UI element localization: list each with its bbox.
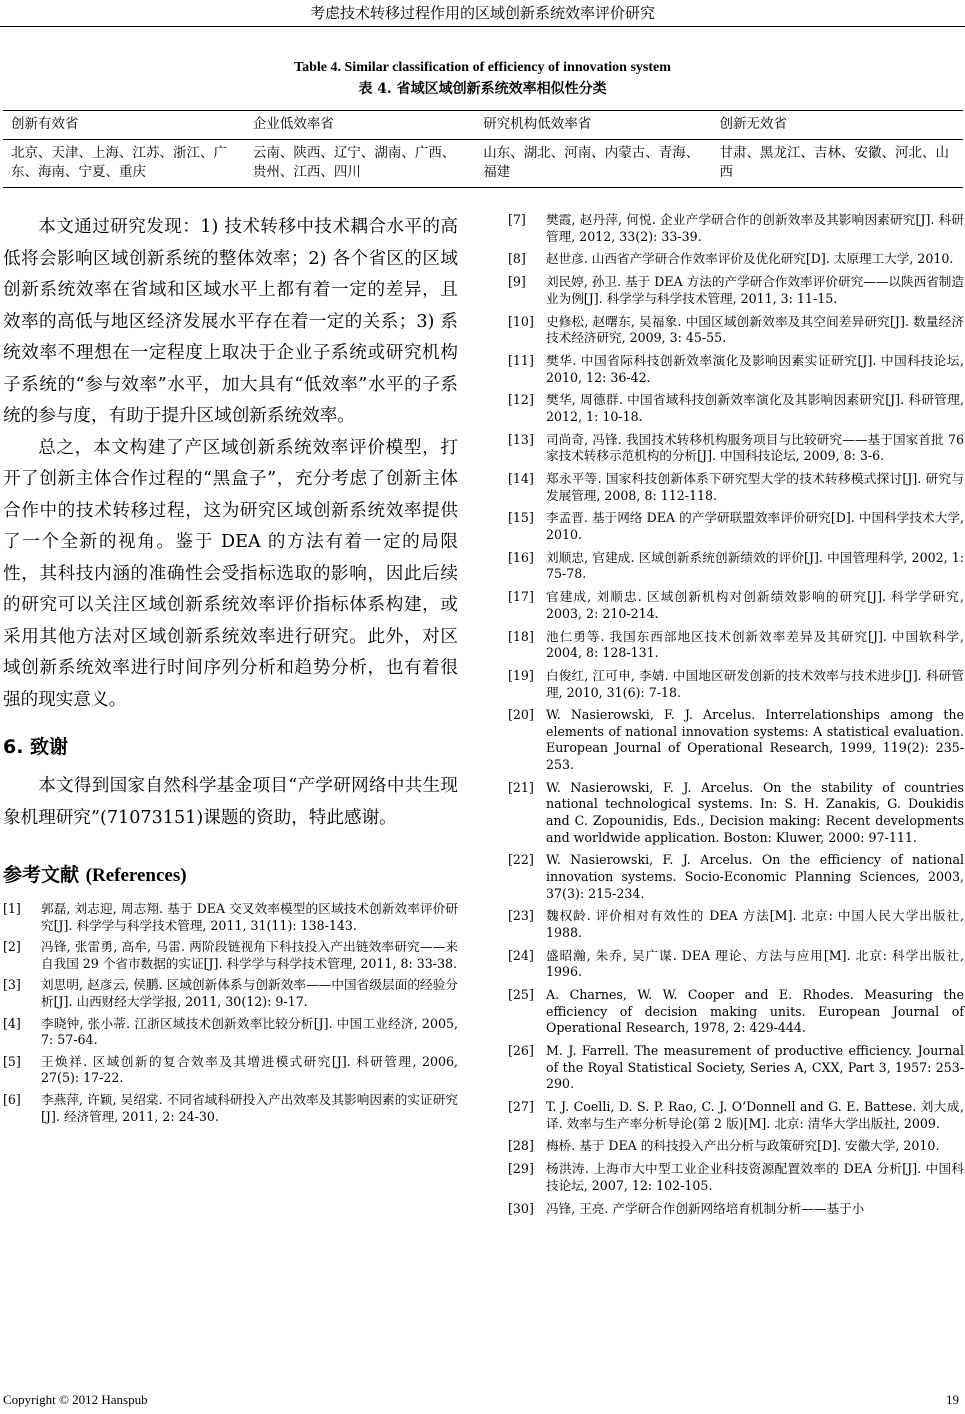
- reference-text: 王焕祥. 区域创新的复合效率及其增进模式研究[J]. 科研管理, 2006, 27(5): 17-22.: [41, 1053, 458, 1086]
- table-header-row: [3, 111, 963, 140]
- reference-number: [5]: [3, 1053, 21, 1069]
- reference-number: [6]: [3, 1091, 21, 1107]
- reference-item: [508, 1201, 964, 1218]
- page-number: 19: [946, 1392, 959, 1407]
- acknowledgement-paragraph: 本文得到国家自然科学基金项目“产学研网络中共生现象机理研究”(71073151)课题的资助，特此感谢。: [3, 776, 458, 828]
- reference-item: [508, 1043, 964, 1093]
- conclusion-paragraph-2: 总之，本文构建了产区域创新系统效率评价模型，打开了创新主体合作过程的“黑盒子”，充分考虑了创新主体合作中的技术转移过程，这为研究区域创新系统效率提供了一个全新的视角。鉴于 DEA 的方法有着一定的局限性，其科技内涵的准确性会受指标选取的影响，因此后续的研究可以关注区域创新系统效率评价指标体系构建，或采用其他方法对区域创新系统效率进行研究。此外，对区域创新系统效率进行时间序列分析和趋势分析，也有着很强的现实意义。: [3, 437, 458, 710]
- left-column: [3, 212, 458, 1130]
- reference-text: 冯锋, 张雷勇, 高牟, 马雷. 两阶段链视角下科技投入产出链效率研究——来自我国 29 个省市数据的实证[J]. 科学学与科学技术管理, 2011, 8: 33-38.: [41, 939, 458, 971]
- reference-text: 樊华. 中国省际科技创新效率演化及影响因素实证研究[J]. 中国科技论坛, 2010, 12: 36-42.: [546, 352, 964, 385]
- reference-item: [508, 908, 964, 941]
- table-caption-zh: 表 4. 省域区域创新系统效率相似性分类: [358, 81, 607, 97]
- reference-item: [508, 1099, 964, 1132]
- reference-item: [508, 987, 964, 1037]
- reference-item: [508, 314, 964, 347]
- reference-item: [508, 629, 964, 662]
- reference-item: [508, 707, 964, 773]
- reference-number: [30]: [508, 1200, 534, 1216]
- reference-item: [508, 510, 964, 543]
- reference-number: [16]: [508, 549, 534, 565]
- reference-item: [508, 471, 964, 504]
- reference-text: 樊霞, 赵丹萍, 何悦. 企业产学研合作的创新效率及其影响因素研究[J]. 科研管理, 2012, 33(2): 33-39.: [546, 212, 964, 244]
- reference-text: M. J. Farrell. The measurement of productive efficiency. Journal of the Royal Statistical Society, Series A, CXX, Part 3, 1957: 253-290.: [546, 1043, 964, 1092]
- reference-item: [508, 780, 964, 846]
- reference-number: [29]: [508, 1161, 534, 1177]
- reference-text: 冯锋, 王亮. 产学研合作创新网络培育机制分析——基于小: [546, 1200, 865, 1216]
- reference-item: [508, 1161, 964, 1194]
- reference-text: 李燕萍, 许颖, 吴绍棠. 不同省域科研投入产出效率及其影响因素的实证研究[J]. 经济管理, 2011, 2: 24-30.: [41, 1091, 458, 1124]
- table-header-cell: 创新无效省: [719, 116, 787, 132]
- reference-number: [3]: [3, 977, 21, 993]
- table-cell: 北京、天津、上海、江苏、浙江、广东、海南、宁夏、重庆: [11, 144, 227, 181]
- reference-text: 梅桥. 基于 DEA 的科技投入产出分析与政策研究[D]. 安徽大学, 2010.: [546, 1138, 940, 1154]
- header-rule: [0, 26, 965, 27]
- reference-number: [22]: [508, 852, 534, 868]
- reference-text: 樊华, 周德群. 中国省域科技创新效率演化及其影响因素研究[J]. 科研管理, 2012, 1: 10-18.: [546, 392, 964, 424]
- reference-item: [508, 392, 964, 425]
- reference-number: [18]: [508, 628, 534, 644]
- reference-number: [26]: [508, 1043, 534, 1059]
- reference-text: A. Charnes, W. W. Cooper and E. Rhodes. Measuring the efficiency of decision making units. European Journal of Operational Research, 1978, 2: 429-444.: [546, 987, 964, 1036]
- running-header: 考虑技术转移过程作用的区域创新系统效率评价研究: [309, 4, 655, 22]
- reference-text: 刘思明, 赵彦云, 侯鹏. 区域创新体系与创新效率——中国省级层面的经验分析[J]. 山西财经大学学报, 2011, 30(12): 9-17.: [41, 977, 458, 1009]
- reference-text: 赵世彦. 山西省产学研合作效率评价及优化研究[D]. 太原理工大学, 2010.: [546, 251, 954, 267]
- references-heading: [3, 860, 458, 887]
- reference-text: 郑永平等. 国家科技创新体系下研究型大学的技术转移模式探讨[J]. 研究与发展管理, 2008, 8: 112-118.: [546, 471, 964, 503]
- efficiency-classification-table: [3, 110, 963, 188]
- reference-number: [20]: [508, 707, 534, 723]
- reference-number: [19]: [508, 667, 534, 683]
- reference-number: [23]: [508, 908, 534, 924]
- reference-text: 盛昭瀚, 朱乔, 吴广谋. DEA 理论、方法与应用[M]. 北京: 科学出版社, 1996.: [546, 947, 964, 980]
- reference-text: 司尚奇, 冯锋. 我国技术转移机构服务项目与比较研究——基于国家首批 76 家技术转移示范机构的分析[J]. 中国科技论坛, 2009, 8: 3-6.: [546, 431, 964, 464]
- reference-text: 李晓钟, 张小蒂. 江浙区域技术创新效率比较分析[J]. 中国工业经济, 2005, 7: 57-64.: [41, 1015, 458, 1048]
- table-cell: 甘肃、黑龙江、吉林、安徽、河北、山西: [719, 144, 949, 181]
- table-header-cell: 创新有效省: [11, 116, 79, 132]
- reference-item: [508, 1138, 964, 1155]
- reference-item: [508, 432, 964, 465]
- table-header-cell: 研究机构低效率省: [483, 116, 592, 132]
- reference-number: [27]: [508, 1099, 534, 1115]
- reference-text: 白俊红, 江可申, 李婧. 中国地区研发创新的技术效率与技术进步[J]. 科研管理, 2010, 31(6): 7-18.: [546, 667, 964, 700]
- table-caption-en: Table 4. Similar classification of efficiency of innovation system: [294, 60, 671, 75]
- reference-item: [3, 977, 458, 1010]
- reference-item: [508, 668, 964, 701]
- references-heading-en: (References): [85, 865, 187, 886]
- reference-text: W. Nasierowski, F. J. Arcelus. Interrelationships among the elements of national innovation systems: A statistical evaluation. European Journal of Operational Research, 1999, 119(2): 235-253.: [546, 707, 964, 773]
- reference-number: [24]: [508, 947, 534, 963]
- table-cell: 云南、陕西、辽宁、湖南、广西、贵州、江西、四川: [252, 144, 456, 181]
- reference-item: [508, 852, 964, 902]
- reference-text: 杨洪涛. 上海市大中型工业企业科技资源配置效率的 DEA 分析[J]. 中国科技论坛, 2007, 12: 102-105.: [546, 1161, 964, 1193]
- reference-number: [8]: [508, 251, 526, 267]
- reference-number: [2]: [3, 939, 21, 955]
- reference-number: [1]: [3, 901, 21, 916]
- reference-item: [3, 1054, 458, 1087]
- reference-number: [17]: [508, 589, 534, 605]
- reference-number: [9]: [508, 274, 526, 290]
- reference-item: [3, 901, 458, 934]
- reference-list-left: [3, 901, 458, 1125]
- reference-number: [14]: [508, 471, 534, 487]
- reference-item: [508, 212, 964, 245]
- reference-item: [508, 274, 964, 307]
- reference-item: [508, 251, 964, 268]
- reference-text: 李孟晋. 基于网络 DEA 的产学研联盟效率评价研究[D]. 中国科学技术大学, 2010.: [546, 510, 964, 542]
- reference-item: [3, 1092, 458, 1125]
- reference-text: 史修松, 赵曙东, 吴福象. 中国区域创新效率及其空间差异研究[J]. 数量经济技术经济研究, 2009, 3: 45-55.: [546, 313, 964, 346]
- reference-text: 官建成, 刘顺忠. 区域创新机构对创新绩效影响的研究[J]. 科学学研究, 2003, 2: 210-214.: [546, 589, 964, 621]
- reference-text: 魏权龄. 评价相对有效性的 DEA 方法[M]. 北京: 中国人民大学出版社, 1988.: [546, 908, 964, 940]
- table-row: [3, 139, 963, 187]
- reference-number: [12]: [508, 392, 534, 408]
- section-heading-acknowledgement: 6. 致谢: [3, 736, 69, 758]
- references-heading-zh: 参考文献: [3, 864, 80, 886]
- reference-number: [4]: [3, 1015, 21, 1031]
- reference-number: [15]: [508, 510, 534, 526]
- reference-number: [13]: [508, 431, 534, 447]
- conclusion-paragraph-1: 本文通过研究发现：1) 技术转移中技术耦合水平的高低将会影响区域创新系统的整体效率；2) 各个省区的区域创新系统效率在省域和区域水平上都有着一定的差异，且效率的高低与地区经济发展水平存在着一定的关系；3) 系统效率不理想在一定程度上取决于企业子系统或研究机构子系统的“参与效率”水平，加大具有“低效率”水平的子系统的参与度，有助于提升区域创新系统效率。: [3, 217, 458, 426]
- reference-item: [3, 939, 458, 972]
- table-cell: 山东、湖北、河南、内蒙古、青海、福建: [483, 144, 700, 181]
- reference-item: [508, 550, 964, 583]
- reference-text: 刘顺忠, 官建成. 区域创新系统创新绩效的评价[J]. 中国管理科学, 2002, 1: 75-78.: [546, 549, 964, 582]
- reference-number: [25]: [508, 987, 534, 1003]
- reference-number: [7]: [508, 212, 526, 227]
- reference-number: [21]: [508, 779, 534, 795]
- reference-text: T. J. Coelli, D. S. P. Rao, C. J. O’Donnell and G. E. Battese. 刘大成, 译. 效率与生产率分析导论(第 2 版)[M]. 北京: 清华大学出版社, 2009.: [546, 1099, 964, 1131]
- reference-text: W. Nasierowski, F. J. Arcelus. On the stability of countries national technological systems. In: S. H. Zanakis, G. Doukidis and C. Zopounidis, Eds., Decision making: Recent developments and worldwide application. Boston: Kluwer, 2000: 97-111.: [546, 779, 964, 845]
- reference-list-right: [508, 212, 964, 1217]
- reference-item: [508, 353, 964, 386]
- right-column: [508, 212, 964, 1223]
- reference-text: 池仁勇等. 我国东西部地区技术创新效率差异及其研究[J]. 中国软科学, 2004, 8: 128-131.: [546, 628, 964, 661]
- table-header-cell: 企业低效率省: [252, 116, 334, 132]
- reference-item: [508, 589, 964, 622]
- reference-item: [3, 1016, 458, 1049]
- reference-text: W. Nasierowski, F. J. Arcelus. On the efficiency of national innovation systems. Socio-Economic Planning Sciences, 2003, 37(3): 215-234.: [546, 852, 964, 901]
- reference-text: 刘民婷, 孙卫. 基于 DEA 方法的产学研合作效率评价研究——以陕西省制造业为例[J]. 科学学与科学技术管理, 2011, 3: 11-15.: [546, 274, 964, 306]
- reference-number: [10]: [508, 313, 534, 329]
- reference-text: 郭磊, 刘志迎, 周志翔. 基于 DEA 交叉效率模型的区域技术创新效率评价研究[J]. 科学学与科学技术管理, 2011, 31(11): 138-143.: [41, 901, 458, 933]
- reference-number: [28]: [508, 1138, 534, 1154]
- reference-number: [11]: [508, 352, 534, 368]
- footer-copyright: Copyright © 2012 Hanspub: [3, 1392, 148, 1407]
- reference-item: [508, 948, 964, 981]
